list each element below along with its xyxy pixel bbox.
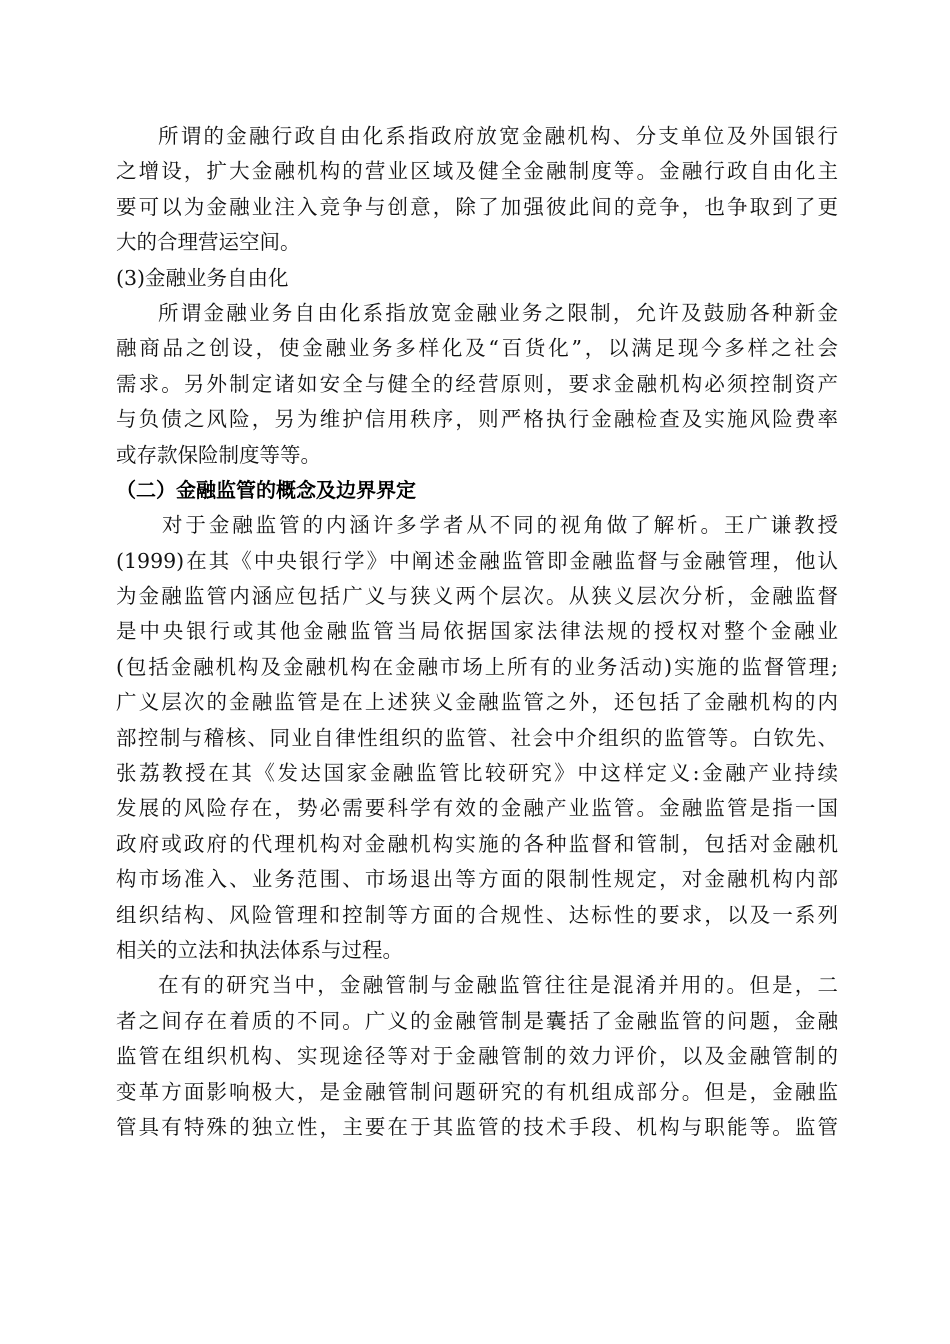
- text-line: 变革方面影响极大，是金融管制问题研究的有机组成部分。但是，金融监: [116, 1079, 838, 1104]
- paragraph-regulation-vs-supervision: [116, 968, 838, 1145]
- text-line: 是中央银行或其他金融监管当局依据国家法律法规的授权对整个金融业: [116, 619, 838, 644]
- text-line: 张荔教授在其《发达国家金融监管比较研究》中这样定义:金融产业持续: [116, 761, 838, 786]
- text-line: (1999)在其《中央银行学》中阐述金融监管即金融监督与金融管理，他认: [116, 548, 838, 573]
- text-line: (包括金融机构及金融机构在金融市场上所有的业务活动)实施的监督管理;: [116, 654, 838, 679]
- text-line: 或存款保险制度等等。: [116, 442, 321, 467]
- text-line: 管具有特殊的独立性，主要在于其监管的技术手段、机构与职能等。监管: [116, 1114, 838, 1139]
- text-line: 在有的研究当中，金融管制与金融监管往往是混淆并用的。但是，二: [158, 973, 838, 998]
- paragraph-business-liberalization: [116, 296, 838, 473]
- text-line: 要可以为金融业注入竞争与创意，除了加强彼此间的竞争，也争取到了更: [116, 194, 838, 219]
- text-line: 监管在组织机构、实现途径等对于金融管制的效力评价，以及金融管制的: [116, 1044, 838, 1069]
- text-line: 对于金融监管的内涵许多学者从不同的视角做了解析。王广谦教授: [162, 513, 838, 538]
- section-heading: （二）金融监管的概念及边界界定: [116, 477, 416, 502]
- subsection-heading: (3)金融业务自由化: [116, 265, 289, 290]
- text-line: 发展的风险存在，势必需要科学有效的金融产业监管。金融监管是指一国: [116, 796, 838, 821]
- text-line: 融商品之创设，使金融业务多样化及“百货化”，以满足现今多样之社会: [116, 336, 838, 361]
- document-page: [116, 119, 838, 1145]
- paragraph-admin-liberalization: [116, 119, 838, 261]
- text-line: 组织结构、风险管理和控制等方面的合规性、达标性的要求，以及一系列: [116, 902, 838, 927]
- text-line: 与负债之风险，另为维护信用秩序，则严格执行金融检查及实施风险费率: [116, 407, 838, 432]
- text-line: 所谓金融业务自由化系指放宽金融业务之限制，允许及鼓励各种新金: [158, 300, 838, 325]
- text-line: 者之间存在着质的不同。广义的金融管制是囊括了金融监管的问题，金融: [116, 1008, 838, 1033]
- text-line: 政府或政府的代理机构对金融机构实施的各种监督和管制，包括对金融机: [116, 831, 838, 856]
- text-line: 构市场准入、业务范围、市场退出等方面的限制性规定，对金融机构内部: [116, 867, 838, 892]
- text-line: 广义层次的金融监管是在上述狭义金融监管之外，还包括了金融机构的内: [116, 690, 838, 715]
- text-line: 之增设，扩大金融机构的营业区域及健全金融制度等。金融行政自由化主: [116, 159, 838, 184]
- text-line: 大的合理营运空间。: [116, 230, 301, 255]
- text-line: 部控制与稽核、同业自律性组织的监管、社会中介组织的监管等。白钦先、: [116, 725, 838, 750]
- paragraph-supervision-concept: [116, 508, 838, 968]
- text-line: 所谓的金融行政自由化系指政府放宽金融机构、分支单位及外国银行: [158, 124, 838, 148]
- text-line: 为金融监管内涵应包括广义与狭义两个层次。从狭义层次分析，金融监督: [116, 584, 838, 609]
- text-line: 需求。另外制定诸如安全与健全的经营原则，要求金融机构必须控制资产: [116, 371, 838, 396]
- text-line: 相关的立法和执法体系与过程。: [116, 937, 403, 962]
